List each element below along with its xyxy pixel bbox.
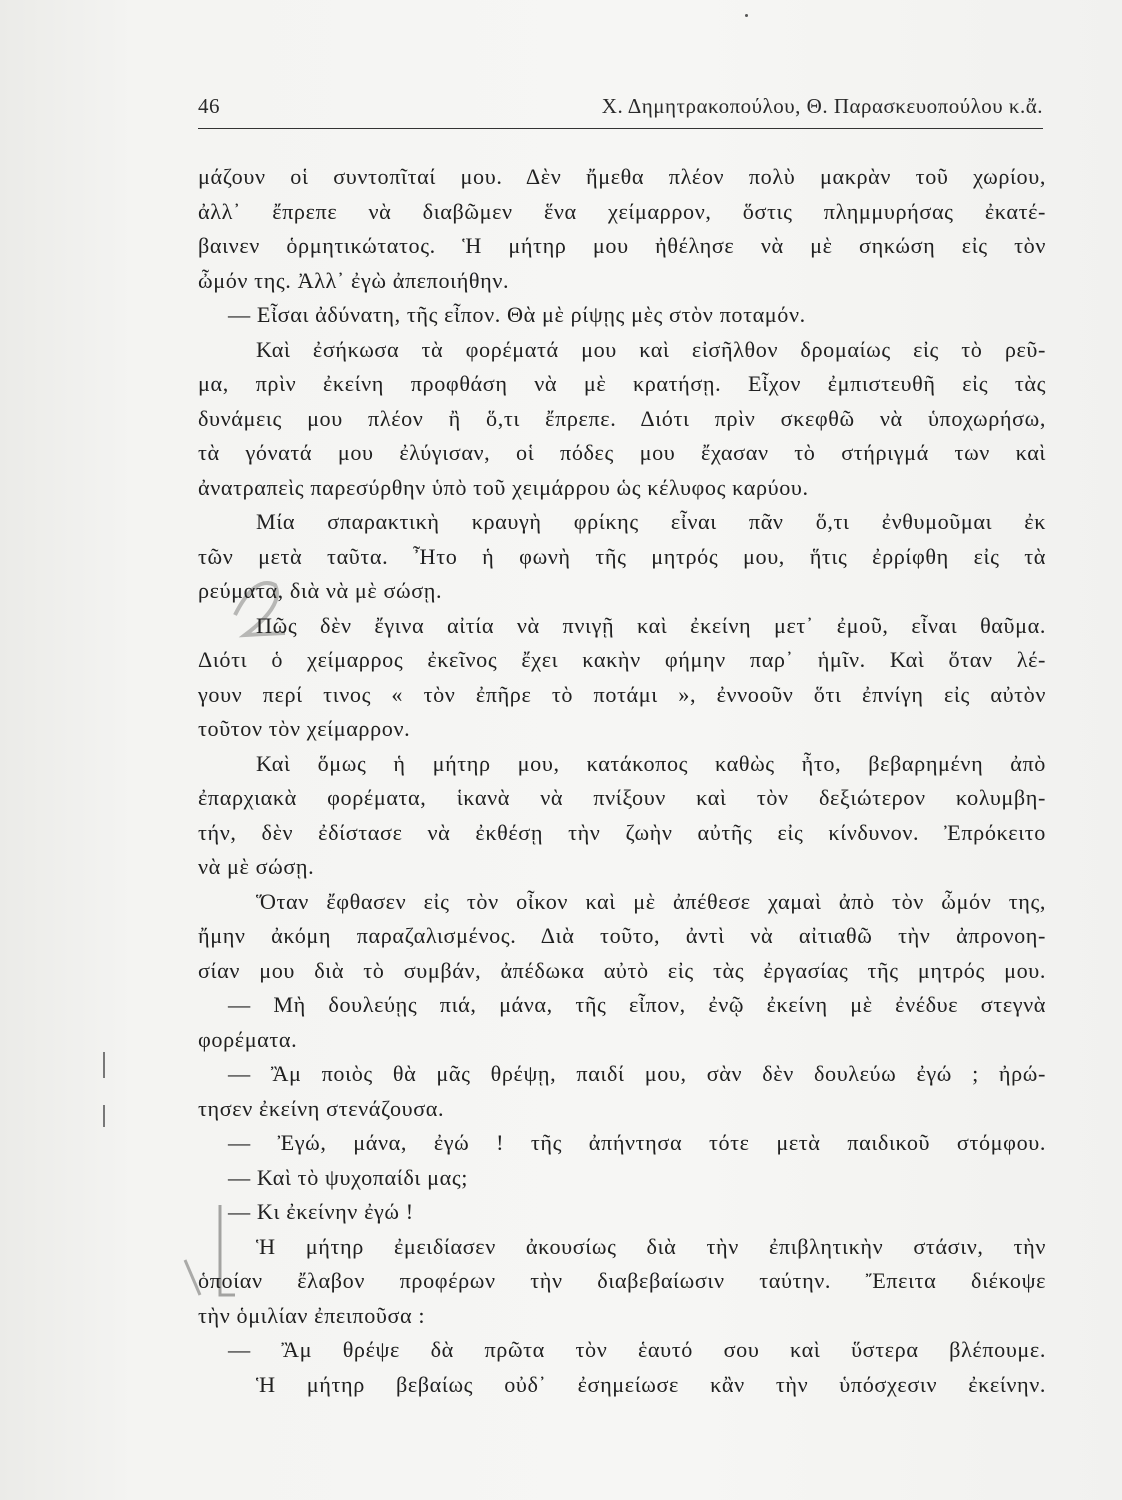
text-line: — Εἶσαι ἀδύνατη, τῆς εἶπον. Θὰ μὲ ρίψῃς μὲς στὸν ποταμόν. bbox=[228, 302, 806, 327]
running-head bbox=[198, 90, 1043, 124]
text-line: Καὶ ὅμως ἡ μήτηρ μου, κατάκοπος καθὼς ἦτο, βεβαρημένη ἀπὸ bbox=[256, 750, 1046, 776]
text-line: Μία σπαρακτικὴ κραυγὴ φρίκης εἶναι πᾶν ὅ,τι ἐνθυμοῦμαι ἐκ bbox=[256, 509, 1046, 534]
text-line: τὰ γόνατά μου ἐλύγισαν, οἱ πόδες μου ἔχασαν τὸ στήριγμά των καὶ bbox=[198, 440, 1046, 465]
text-line: Ὅταν ἔφθασεν εἰς τὸν οἶκον καὶ μὲ ἀπέθεσε χαμαὶ ἀπὸ τὸν ὦμόν της, bbox=[256, 888, 1046, 914]
text-line: ἐπαρχιακὰ φορέματα, ἱκανὰ νὰ πνίξουν καὶ τὸν δεξιώτερον κολυμβη- bbox=[198, 785, 1046, 810]
text-line: σίαν μου διὰ τὸ συμβάν, ἀπέδωκα αὐτὸ εἰς τὰς ἐργασίας τῆς μητρός μου. bbox=[198, 957, 1046, 983]
speck bbox=[745, 14, 748, 17]
text-line: γουν περί τινος « τὸν ἐπῆρε τὸ ποτάμι », ἐννοοῦν ὅτι ἐπνίγη εἰς αὐτὸν bbox=[198, 681, 1046, 707]
text-line: τήν, δὲν ἐδίστασε νὰ ἐκθέσῃ τὴν ζωὴν αὐτῆς εἰς κίνδυνον. Ἐπρόκειτο bbox=[198, 819, 1046, 845]
text-line: ἀνατραπεὶς παρεσύρθην ὑπὸ τοῦ χειμάρρου ὡς κέλυφος καρύου. bbox=[198, 474, 809, 500]
text-line: — Ἐγώ, μάνα, ἐγώ ! τῆς ἀπήντησα τότε μετὰ παιδικοῦ στόμφου. bbox=[228, 1130, 1046, 1155]
header-rule bbox=[198, 128, 1043, 129]
text-line: ὁποίαν ἔλαβον προφέρων τὴν διαβεβαίωσιν ταύτην. Ἔπειτα διέκοψε bbox=[198, 1268, 1046, 1293]
text-line: μα, πρὶν ἐκείνη προφθάση νὰ μὲ κρατήσῃ. Εἶχον ἐμπιστευθῆ εἰς τὰς bbox=[198, 371, 1046, 396]
text-line: βαινεν ὁρμητικώτατος. Ἡ μήτηρ μου ἠθέλησε νὰ μὲ σηκώση εἰς τὸν bbox=[198, 233, 1046, 258]
margin-tick bbox=[103, 1105, 105, 1127]
text-line: ἤμην ἀκόμη παραζαλισμένος. Διὰ τοῦτο, ἀντὶ νὰ αἰτιαθῶ τὴν ἀπρονοη- bbox=[198, 923, 1046, 948]
text-line: φορέματα. bbox=[198, 1026, 298, 1052]
text-line: — Κι ἐκείνην ἐγώ ! bbox=[228, 1199, 414, 1224]
text-line: Ἡ μήτηρ ἐμειδίασεν ἀκουσίως διὰ τὴν ἐπιβλητικὴν στάσιν, τὴν bbox=[256, 1233, 1046, 1259]
text-line: Διότι ὁ χείμαρρος ἐκεῖνος ἔχει κακὴν φήμην παρ᾽ ἡμῖν. Καὶ ὅταν λέ- bbox=[198, 647, 1046, 672]
text-line: νὰ μὲ σώσῃ. bbox=[198, 854, 315, 879]
text-line: δυνάμεις μου πλέον ἢ ὅ,τι ἔπρεπε. Διότι πρὶν σκεφθῶ νὰ ὑποχωρήσω, bbox=[198, 405, 1046, 431]
text-line: Καὶ ἐσήκωσα τὰ φορέματά μου καὶ εἰσῆλθον δρομαίως εἰς τὸ ρεῦ- bbox=[256, 336, 1046, 362]
text-line: τῶν μετὰ ταῦτα. Ἦτο ἡ φωνὴ τῆς μητρός μου, ἥτις ἐρρίφθη εἰς τὰ bbox=[198, 543, 1046, 569]
page-number: 46 bbox=[198, 94, 220, 118]
text-line: ὦμόν της. Ἀλλ᾽ ἐγὼ ἀπεποιήθην. bbox=[198, 267, 510, 293]
header-title: Χ. Δημητρακοπούλου, Θ. Παρασκευοπούλου κ.ἄ. bbox=[601, 94, 1043, 118]
text-line: — Καὶ τὸ ψυχοπαίδι μας; bbox=[228, 1164, 468, 1190]
text-line: — Ἂμ θρέψε δὰ πρῶτα τὸν ἑαυτό σου καὶ ὕστερα βλέπουμε. bbox=[228, 1337, 1046, 1362]
text-line: — Ἂμ ποιὸς θὰ μᾶς θρέψῃ, παιδί μου, σὰν δὲν δουλεύω ἐγώ ; ἠρώ- bbox=[228, 1061, 1046, 1086]
text-line: τοῦτον τὸν χείμαρρον. bbox=[198, 716, 411, 741]
text-line: ρεύματα, διὰ νὰ μὲ σώσῃ. bbox=[198, 578, 443, 603]
text-line: τησεν ἐκείνη στενάζουσα. bbox=[198, 1095, 445, 1121]
text-line: Ἡ μήτηρ βεβαίως οὐδ᾽ ἐσημείωσε κἂν τὴν ὑπόσχεσιν ἐκείνην. bbox=[256, 1371, 1046, 1397]
text-line: Πῶς δὲν ἔγινα αἰτία νὰ πνιγῇ καὶ ἐκείνη μετ᾽ ἐμοῦ, εἶναι θαῦμα. bbox=[256, 612, 1046, 638]
body-text bbox=[198, 160, 1046, 1402]
margin-tick bbox=[103, 1052, 105, 1078]
text-line: τὴν ὁμιλίαν ἐπειποῦσα : bbox=[198, 1302, 426, 1328]
text-line: — Μὴ δουλεύῃς πιά, μάνα, τῆς εἶπον, ἐνῷ ἐκείνη μὲ ἐνέδυε στεγνὰ bbox=[228, 992, 1046, 1017]
text-line: μάζουν οἱ συντοπῖταί μου. Δὲν ἤμεθα πλέον πολὺ μακρὰν τοῦ χωρίου, bbox=[198, 164, 1046, 189]
text-line: ἀλλ᾽ ἔπρεπε νὰ διαβῶμεν ἕνα χείμαρρον, ὅστις πλημμυρήσας ἐκατέ- bbox=[198, 198, 1046, 224]
